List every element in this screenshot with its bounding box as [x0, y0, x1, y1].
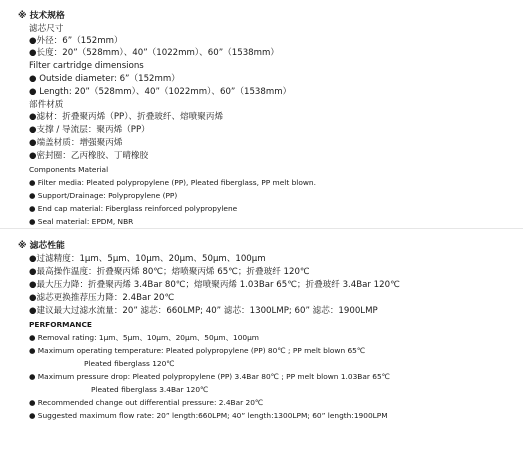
max-pressure-drop-en: ● Maximum pressure drop: Pleated polypropylene (PP) 3.4Bar 80℃ ; PP melt blown 1.03Bar 65℃	[29, 372, 390, 381]
removal-rating-en: ● Removal rating: 1μm、5μm、10μm、20μm、50μm、100μm	[29, 333, 259, 342]
change-pressure-en: ● Recommended change out differential pressure: 2.4Bar 20℃	[29, 398, 264, 407]
length-cn: ●长度：20”（528mm）、40”（1022mm）、60”（1538mm）	[29, 48, 279, 58]
change-pressure-cn: ●滤芯更换推荐压力降：2.4Bar 20℃	[29, 293, 175, 303]
material-title-cn: 部件材质	[29, 100, 64, 110]
max-temp-cn: ●最高操作温度：折叠聚丙烯 80℃；熔喷聚丙烯 65℃；折叠玻纤 120℃	[29, 267, 310, 277]
section-divider	[0, 228, 523, 229]
seal-en: ● Seal material: EPDM, NBR	[29, 217, 134, 226]
cartridge-dimensions-title: Filter cartridge dimensions	[29, 61, 144, 71]
length-en: ● Length: 20”（528mm）、40”（1022mm）、60”（1538mm）	[29, 87, 292, 97]
max-temp-en: ● Maximum operating temperature: Pleated polypropylene (PP) 80℃ ; PP melt blown 65℃	[29, 346, 366, 355]
tech-spec-heading: ※ 技术规格	[18, 11, 65, 21]
support-drainage-cn: ●支撑 / 导流层：聚丙烯（PP）	[29, 125, 150, 135]
max-flow-cn: ●建议最大过滤水流量：20” 滤芯：660LMP; 40” 滤芯：1300LMP; 60” 滤芯：1900LMP	[29, 306, 378, 316]
performance-title-en: PERFORMANCE	[29, 320, 92, 329]
support-drainage-en: ● Support/Drainage: Polypropylene (PP)	[29, 191, 178, 200]
max-flow-en: ● Suggested maximum flow rate: 20” length:660LPM; 40” length:1300LPM; 60” length:1900LPM	[29, 411, 388, 420]
end-cap-en: ● End cap material: Fiberglass reinforced polypropylene	[29, 204, 238, 213]
performance-heading: ※ 滤芯性能	[18, 241, 65, 251]
filter-media-en: ● Filter media: Pleated polypropylene (PP), Pleated fiberglass, PP melt blown.	[29, 178, 316, 187]
cartridge-size-title: 滤芯尺寸	[29, 24, 64, 34]
outside-diameter-en: ● Outside diameter: 6”（152mm）	[29, 74, 180, 84]
max-temp-en-cont: Pleated fiberglass 120℃	[84, 359, 175, 368]
filter-media-cn: ●滤材：折叠聚丙烯（PP）、折叠玻纤、熔喷聚丙烯	[29, 112, 224, 122]
outer-diameter-cn: ●外径：6”（152mm）	[29, 36, 123, 46]
removal-rating-cn: ●过滤精度：1μm、5μm、10μm、20μm、50μm、100μm	[29, 254, 266, 264]
end-cap-cn: ●端盖材质：增强聚丙烯	[29, 138, 123, 148]
max-pressure-drop-cn: ●最大压力降：折叠聚丙烯 3.4Bar 80℃；熔喷聚丙烯 1.03Bar 65℃；折叠玻纤 3.4Bar 120℃	[29, 280, 400, 290]
max-pressure-drop-en-cont: Pleated fiberglass 3.4Bar 120℃	[91, 385, 209, 394]
seal-cn: ●密封圈：乙丙橡胶、丁晴橡胶	[29, 151, 149, 161]
components-material-title: Components Material	[29, 165, 109, 174]
